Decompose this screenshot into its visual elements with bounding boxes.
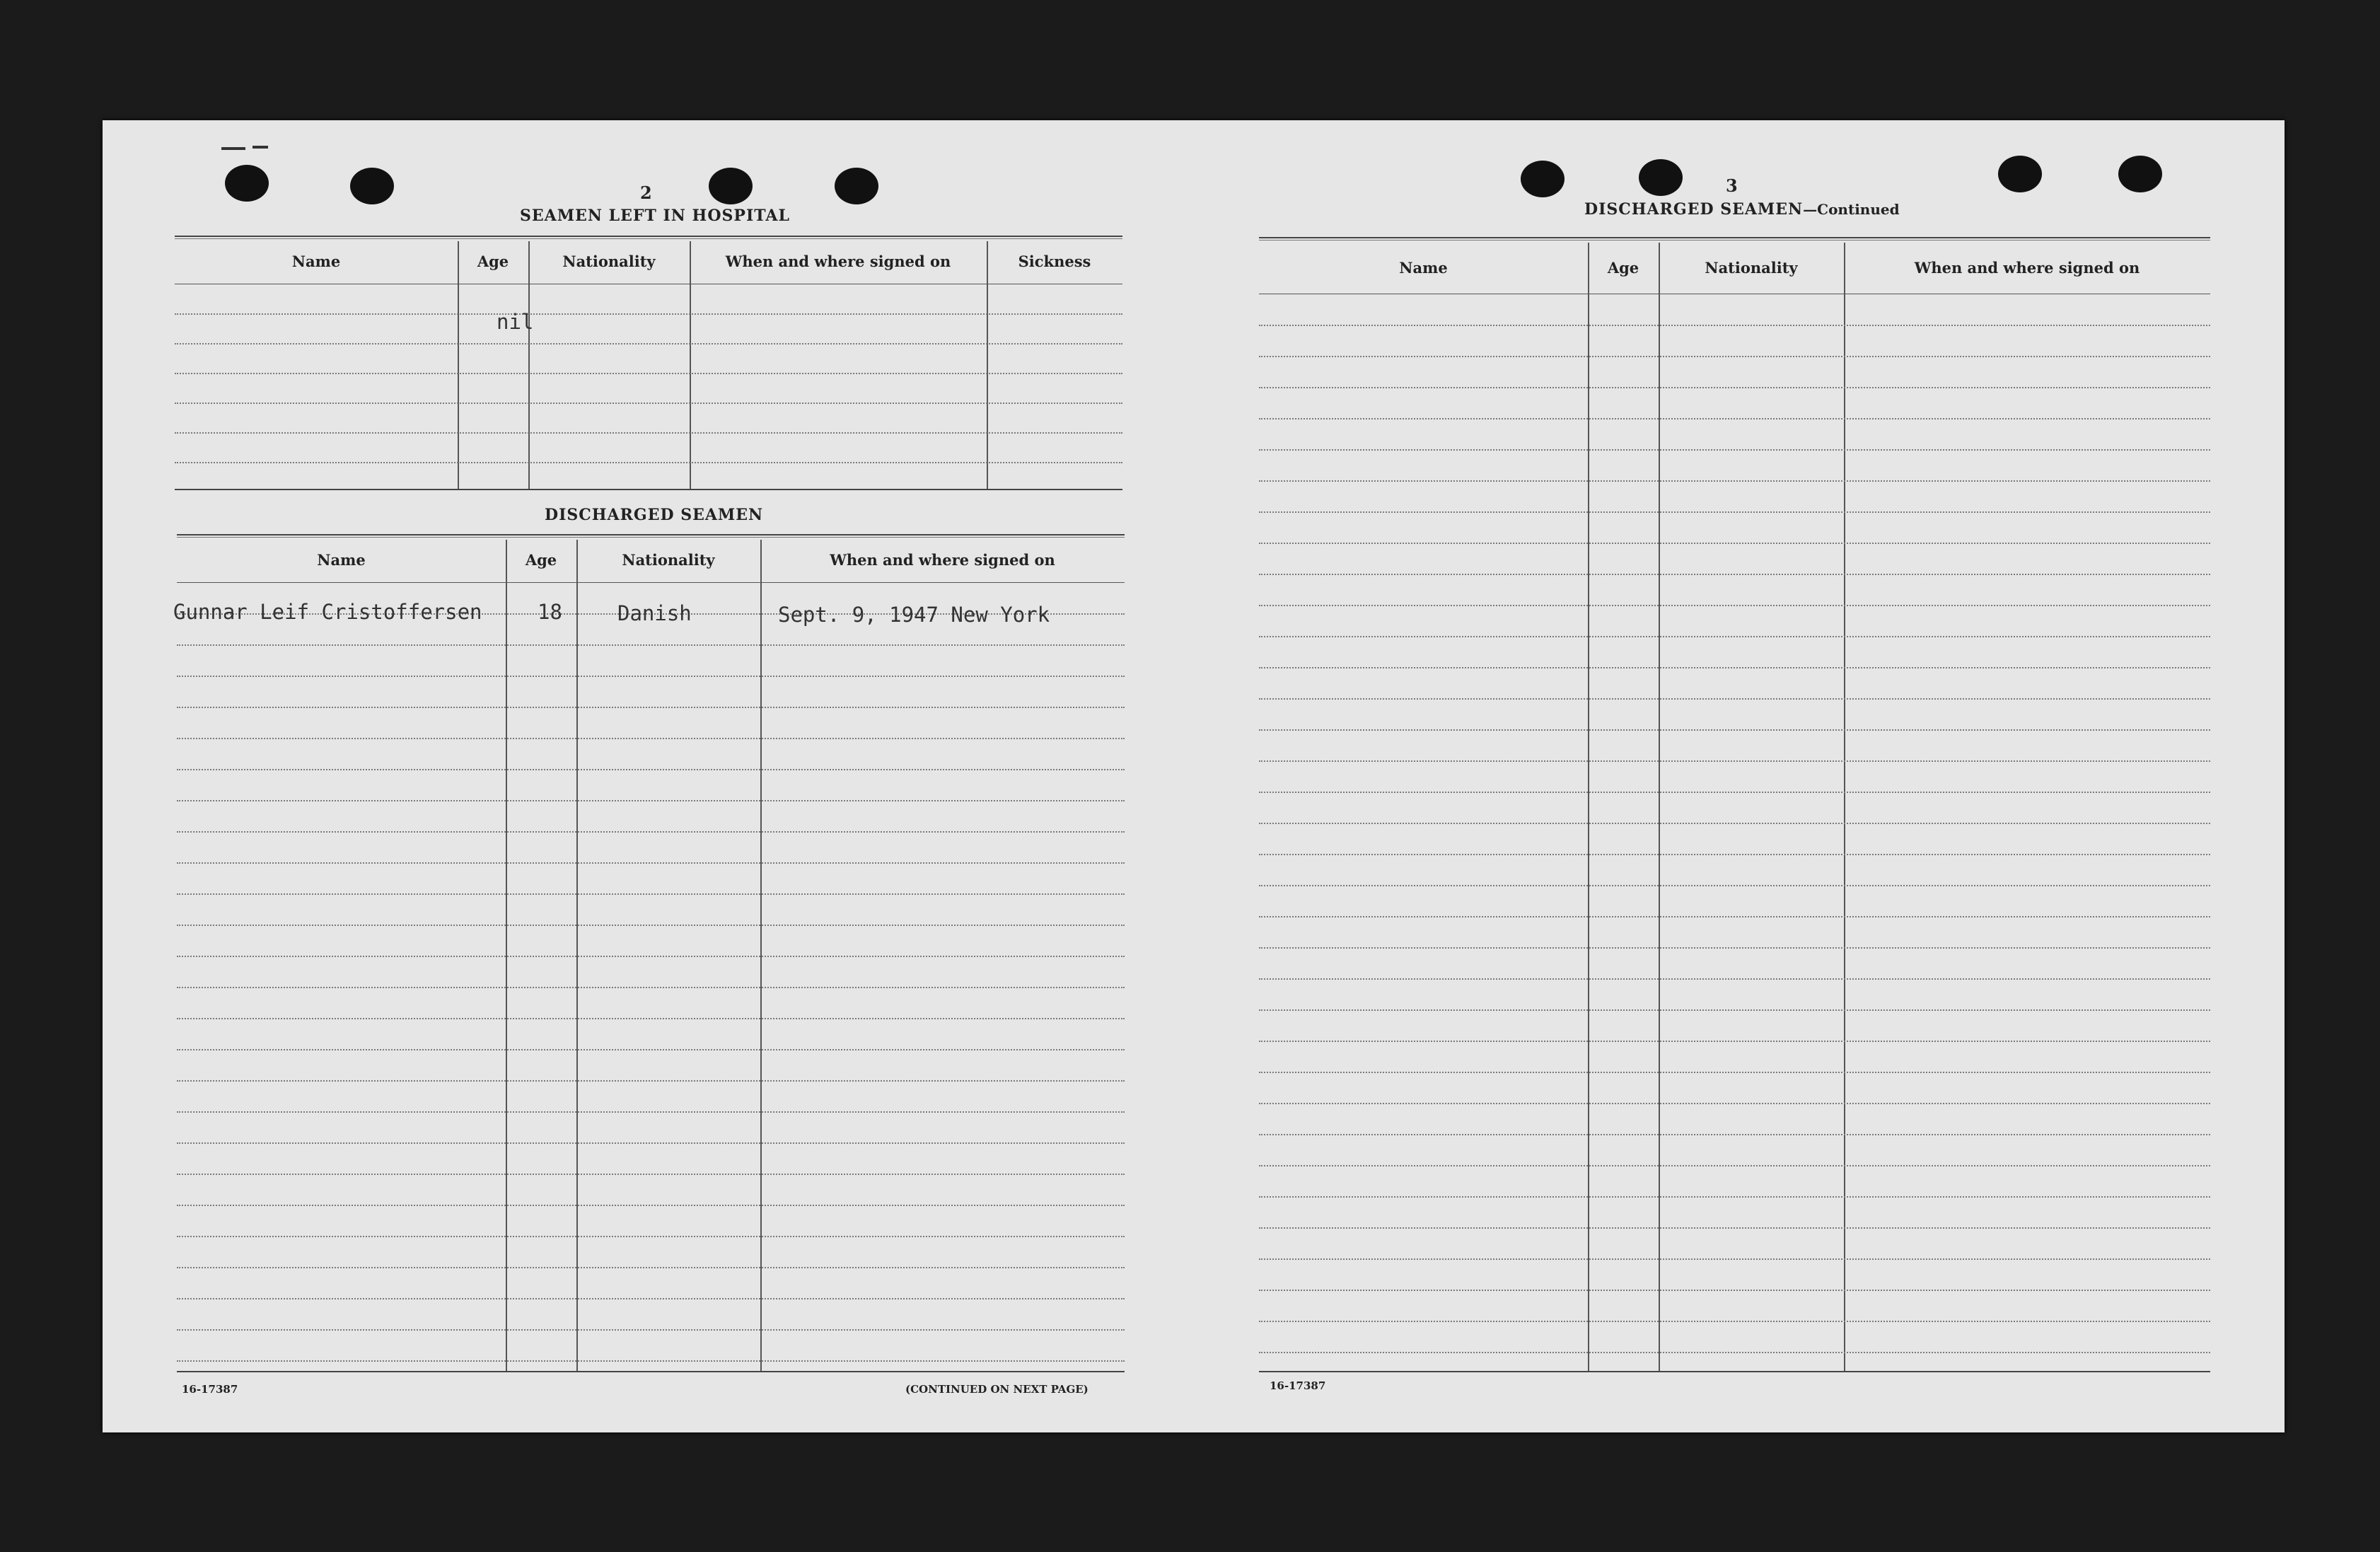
ruled-row	[1259, 605, 2210, 637]
col-header-nationality: Nationality	[562, 253, 656, 270]
ruled-row	[1259, 543, 2210, 575]
stray-mark	[252, 146, 268, 149]
hospital-section-title: SEAMEN LEFT IN HOSPITAL	[520, 207, 790, 225]
ruled-row	[177, 893, 1125, 926]
col-header-age: Age	[477, 253, 509, 270]
discharged-continued-table	[1259, 237, 2210, 1372]
col-header-age: Age	[525, 551, 557, 569]
punch-hole	[1639, 159, 1683, 196]
ruled-row	[1259, 1165, 2210, 1198]
right-section-title-suffix: —Continued	[1803, 201, 1900, 218]
hospital-entry: nil	[497, 310, 534, 334]
punch-hole	[709, 168, 753, 204]
ruled-row	[1259, 885, 2210, 917]
col-header-signed-on: When and where signed on	[1914, 259, 2140, 277]
hospital-table	[175, 236, 1122, 490]
ruled-row	[1259, 916, 2210, 949]
ruled-row	[177, 1142, 1125, 1175]
punch-hole	[225, 165, 269, 202]
ruled-row	[177, 831, 1125, 864]
ruled-row	[1259, 1227, 2210, 1260]
ruled-row	[177, 1018, 1125, 1050]
ruled-row	[177, 1298, 1125, 1331]
ruled-row	[177, 1174, 1125, 1206]
ruled-row	[1259, 1290, 2210, 1322]
col-header-nationality: Nationality	[622, 551, 715, 569]
ruled-row	[1259, 698, 2210, 731]
ruled-row	[1259, 636, 2210, 668]
col-header-signed-on: When and where signed on	[830, 551, 1055, 569]
punch-hole	[350, 168, 394, 204]
ruled-row	[1259, 480, 2210, 513]
ruled-row	[177, 644, 1125, 677]
ruled-row	[1259, 823, 2210, 855]
ruled-row	[177, 987, 1125, 1019]
ruled-row	[1259, 325, 2210, 357]
ruled-row	[177, 925, 1125, 957]
seaman-name: Gunnar Leif Cristoffersen	[173, 600, 482, 624]
ruled-row	[177, 1049, 1125, 1082]
form-number-left: 16-17387	[182, 1383, 238, 1396]
col-header-name: Name	[1399, 259, 1448, 277]
ruled-row	[177, 956, 1125, 988]
punch-hole	[2118, 156, 2162, 192]
page-number-right: 3	[1726, 175, 1738, 196]
col-header-sickness: Sickness	[1018, 253, 1091, 270]
ruled-row	[1259, 792, 2210, 824]
ruled-row	[177, 1205, 1125, 1237]
ruled-row	[1259, 1041, 2210, 1073]
ruled-row	[177, 1329, 1125, 1362]
ruled-row	[177, 738, 1125, 770]
ruled-row	[1259, 1258, 2210, 1291]
continued-note: (CONTINUED ON NEXT PAGE)	[905, 1383, 1089, 1396]
ruled-row	[1259, 667, 2210, 700]
document-sheet	[103, 120, 2285, 1432]
page-number-left: 2	[640, 183, 652, 203]
ruled-row	[1259, 511, 2210, 544]
ruled-row	[177, 1080, 1125, 1113]
col-header-name: Name	[317, 551, 366, 569]
ruled-row	[177, 676, 1125, 708]
punch-hole	[1521, 161, 1565, 197]
ruled-row	[1259, 387, 2210, 419]
ruled-row	[1259, 1134, 2210, 1166]
col-header-nationality: Nationality	[1705, 259, 1798, 277]
punch-hole	[835, 168, 878, 204]
seaman-nationality: Danish	[617, 601, 692, 625]
ruled-row	[177, 1236, 1125, 1268]
ruled-row	[177, 769, 1125, 801]
right-section-title-text: DISCHARGED SEAMEN	[1584, 200, 1804, 219]
seaman-signed-on: Sept. 9, 1947 New York	[778, 603, 1050, 627]
ruled-row	[1259, 574, 2210, 606]
col-header-name: Name	[291, 253, 341, 270]
ruled-row	[1259, 1196, 2210, 1229]
ruled-row	[1259, 854, 2210, 886]
discharged-table	[177, 534, 1125, 1372]
ruled-row	[1259, 1321, 2210, 1353]
ruled-row	[1259, 1009, 2210, 1042]
ruled-row	[1259, 356, 2210, 388]
ruled-row	[177, 1267, 1125, 1299]
ruled-row	[1259, 1103, 2210, 1135]
col-header-signed-on: When and where signed on	[725, 253, 951, 270]
seaman-age: 18	[538, 600, 562, 624]
ruled-row	[1259, 418, 2210, 451]
ruled-row	[177, 1111, 1125, 1144]
form-number-right: 16-17387	[1270, 1379, 1326, 1392]
ruled-row	[1259, 1072, 2210, 1104]
ruled-row	[1259, 294, 2210, 326]
ruled-row	[1259, 449, 2210, 482]
stray-mark	[221, 147, 245, 150]
ruled-row	[1259, 729, 2210, 762]
discharged-section-title: DISCHARGED SEAMEN	[545, 506, 764, 524]
ruled-row	[1259, 978, 2210, 1011]
right-section-title	[1584, 200, 1900, 219]
ruled-row	[1259, 760, 2210, 793]
punch-hole	[1998, 156, 2042, 192]
ruled-row	[177, 800, 1125, 833]
ruled-row	[177, 862, 1125, 895]
ruled-row	[1259, 947, 2210, 980]
col-header-age: Age	[1607, 259, 1639, 277]
ruled-row	[177, 707, 1125, 739]
